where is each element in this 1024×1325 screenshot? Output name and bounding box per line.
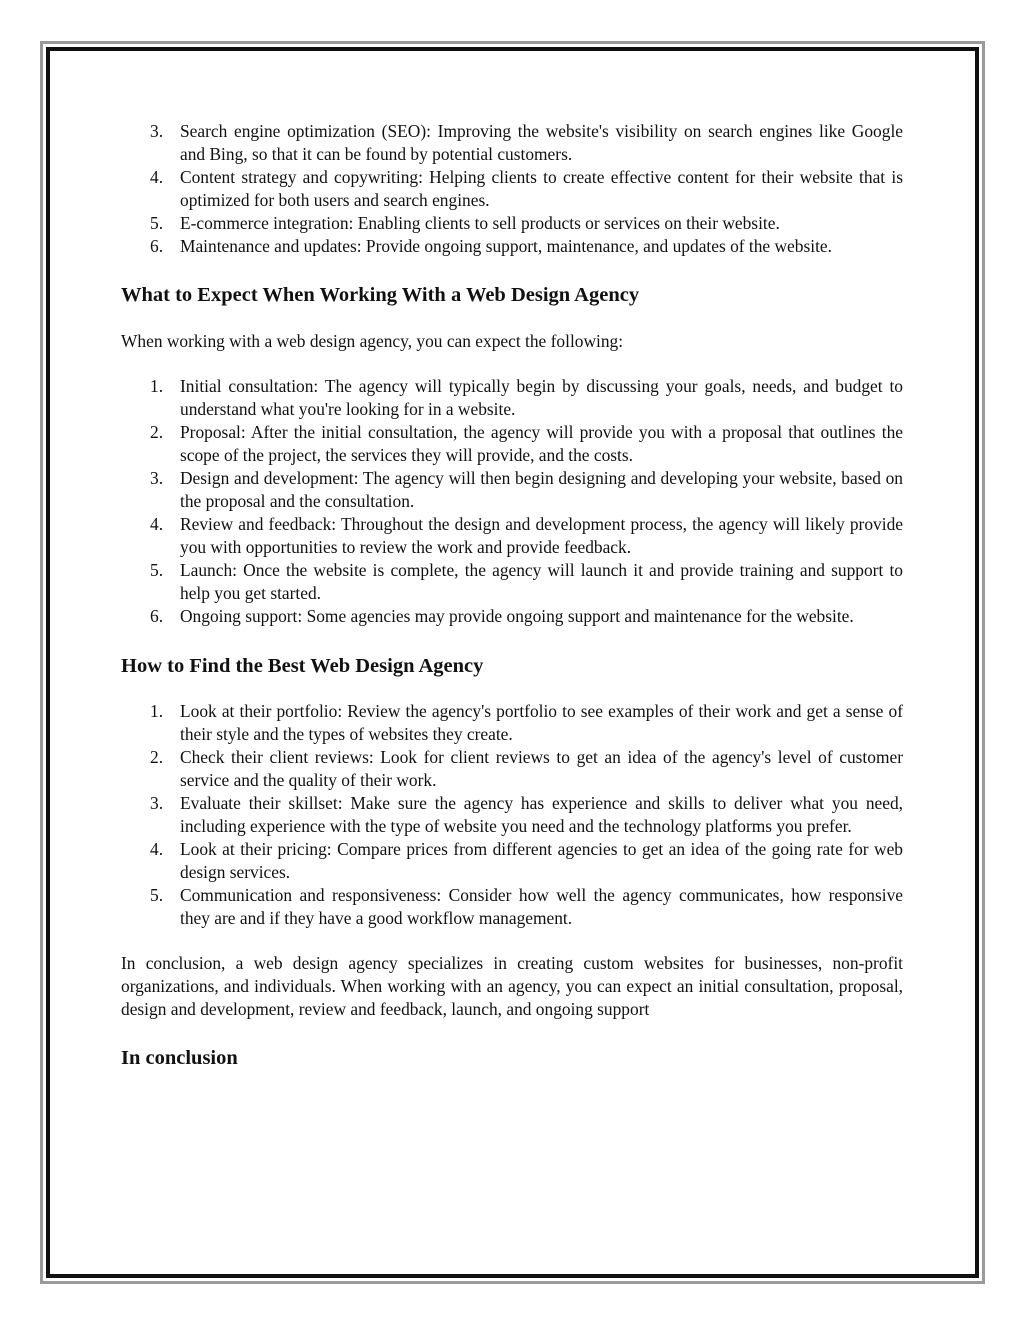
list-item-text: Design and development: The agency will then begin designing and developing your website, based on the proposal and the consultation. — [180, 468, 903, 511]
list-item — [121, 120, 903, 166]
list-item — [121, 792, 903, 838]
list-number: 5. — [150, 213, 164, 233]
list-number: 2. — [150, 747, 164, 767]
list-item — [121, 375, 903, 421]
list-number: 3. — [150, 468, 164, 488]
expect-list — [121, 375, 903, 628]
list-number: 4. — [150, 167, 164, 187]
list-item — [121, 605, 903, 628]
list-item-text: E-commerce integration: Enabling clients to sell products or services on their website. — [180, 213, 780, 233]
list-number: 3. — [150, 121, 164, 141]
list-item-text: Proposal: After the initial consultation, the agency will provide you with a proposal that outlines the scope of the project, the services they will provide, and the costs. — [180, 422, 903, 465]
list-number: 4. — [150, 514, 164, 534]
list-item — [121, 513, 903, 559]
section-heading-expect: What to Expect When Working With a Web Design Agency — [121, 284, 640, 306]
list-item — [121, 559, 903, 605]
list-number: 1. — [150, 376, 164, 396]
list-item-text: Content strategy and copywriting: Helping clients to create effective content for their website that is optimized for both users and search engines. — [180, 167, 903, 210]
list-item — [121, 700, 903, 746]
list-number: 1. — [150, 701, 164, 721]
list-number: 4. — [150, 839, 164, 859]
list-item — [121, 884, 903, 930]
list-item-text: Initial consultation: The agency will typically begin by discussing your goals, needs, and budget to understand what you're looking for in a website. — [180, 376, 903, 419]
list-item-text: Maintenance and updates: Provide ongoing support, maintenance, and updates of the website. — [180, 236, 832, 256]
list-item — [121, 235, 903, 258]
list-item — [121, 421, 903, 467]
services-list — [121, 120, 903, 258]
list-item — [121, 166, 903, 212]
list-item — [121, 746, 903, 792]
expect-intro-paragraph: When working with a web design agency, you can expect the following: — [121, 331, 624, 351]
list-item-text: Launch: Once the website is complete, the agency will launch it and provide training and support to help you get started. — [180, 560, 903, 603]
list-item-text: Search engine optimization (SEO): Improving the website's visibility on search engines like Google and Bing, so that it can be found by potential customers. — [180, 121, 903, 164]
list-item-text: Review and feedback: Throughout the design and development process, the agency will likely provide you with opportunities to review the work and provide feedback. — [180, 514, 903, 557]
list-item — [121, 838, 903, 884]
list-number: 3. — [150, 793, 164, 813]
section-heading-find: How to Find the Best Web Design Agency — [121, 655, 484, 677]
list-item-text: Ongoing support: Some agencies may provide ongoing support and maintenance for the website. — [180, 606, 854, 626]
list-item-text: Look at their portfolio: Review the agency's portfolio to see examples of their work and get a sense of their style and the types of websites they create. — [180, 701, 903, 744]
list-item-text: Communication and responsiveness: Consider how well the agency communicates, how responsive they are and if they have a good workflow management. — [180, 885, 903, 928]
section-heading-conclusion: In conclusion — [121, 1047, 238, 1069]
list-item-text: Check their client reviews: Look for client reviews to get an idea of the agency's level of customer service and the quality of their work. — [180, 747, 903, 790]
list-item-text: Look at their pricing: Compare prices from different agencies to get an idea of the going rate for web design services. — [180, 839, 903, 882]
conclusion-paragraph: In conclusion, a web design agency specializes in creating custom websites for businesses, non-profit organizations, and individuals. When working with an agency, you can expect an initial consultation, proposal, design and development, review and feedback, launch, and ongoing support — [121, 953, 903, 1019]
list-number: 5. — [150, 885, 164, 905]
list-item-text: Evaluate their skillset: Make sure the agency has experience and skills to deliver what you need, including experience with the type of website you need and the technology platforms you prefer. — [180, 793, 903, 836]
list-number: 6. — [150, 236, 164, 256]
list-item — [121, 212, 903, 235]
list-number: 5. — [150, 560, 164, 580]
list-number: 6. — [150, 606, 164, 626]
document-body — [121, 120, 903, 1071]
list-item — [121, 467, 903, 513]
find-list — [121, 700, 903, 930]
list-number: 2. — [150, 422, 164, 442]
